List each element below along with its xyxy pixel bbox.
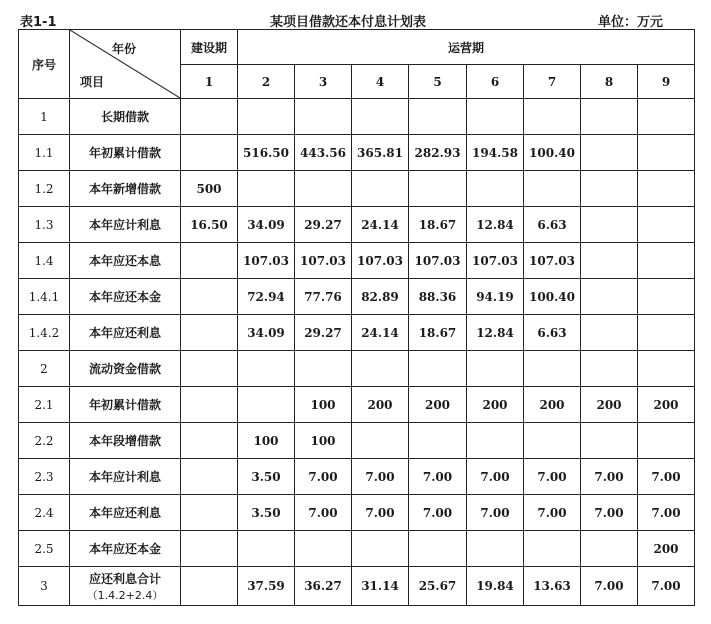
- operation-period-header: 运营期: [238, 30, 695, 65]
- cell-year-7: 200: [524, 387, 581, 423]
- cell-year-7: 6.63: [524, 207, 581, 243]
- cell-year-6: [467, 171, 524, 207]
- row-name: 年初累计借款: [70, 387, 181, 423]
- cell-year-3: [295, 99, 352, 135]
- row-name: 年初累计借款: [70, 135, 181, 171]
- table-row: [19, 207, 695, 243]
- cell-year-8: [581, 351, 638, 387]
- row-seq: 1.1: [19, 135, 70, 171]
- cell-year-8: [581, 315, 638, 351]
- cell-year-8: [581, 171, 638, 207]
- row-seq: 2.3: [19, 459, 70, 495]
- cell-year-7: [524, 423, 581, 459]
- cell-year-6: 12.84: [467, 315, 524, 351]
- row-name: 本年应还本息: [70, 243, 181, 279]
- row-seq: 2: [19, 351, 70, 387]
- cell-year-1: [181, 495, 238, 531]
- cell-year-3: 36.27: [295, 567, 352, 606]
- cell-year-3: 29.27: [295, 207, 352, 243]
- cell-year-8: 200: [581, 387, 638, 423]
- table-row: [19, 495, 695, 531]
- row-seq: 1.4: [19, 243, 70, 279]
- row-name: 本年应还利息: [70, 315, 181, 351]
- cell-year-2: [238, 99, 295, 135]
- cell-year-8: [581, 243, 638, 279]
- cell-year-2: 3.50: [238, 495, 295, 531]
- cell-year-6: [467, 531, 524, 567]
- cell-year-6: 194.58: [467, 135, 524, 171]
- cell-year-5: 7.00: [409, 459, 467, 495]
- cell-year-6: 7.00: [467, 495, 524, 531]
- cell-year-4: [352, 99, 409, 135]
- construction-period-header: 建设期: [181, 30, 238, 65]
- cell-year-5: [409, 171, 467, 207]
- cell-year-4: 7.00: [352, 459, 409, 495]
- cell-year-2: 34.09: [238, 315, 295, 351]
- diagonal-header-cell: [70, 30, 181, 99]
- item-header: 项目: [80, 75, 105, 89]
- cell-year-9: 7.00: [638, 567, 695, 606]
- cell-year-1: [181, 135, 238, 171]
- cell-year-5: 7.00: [409, 495, 467, 531]
- row-seq: 1.4.2: [19, 315, 70, 351]
- cell-year-4: 24.14: [352, 207, 409, 243]
- table-body: [19, 99, 695, 606]
- cropped-header-line: [0, 0, 711, 8]
- table-row-total-interest: [19, 567, 695, 606]
- cell-year-2: 3.50: [238, 459, 295, 495]
- cell-year-8: 7.00: [581, 567, 638, 606]
- row-name: 本年应计利息: [70, 207, 181, 243]
- cell-year-7: 7.00: [524, 495, 581, 531]
- cell-year-4: 24.14: [352, 315, 409, 351]
- cell-year-7: 6.63: [524, 315, 581, 351]
- cell-year-1: [181, 459, 238, 495]
- cell-year-7: 7.00: [524, 459, 581, 495]
- cell-year-9: [638, 207, 695, 243]
- cell-year-5: 282.93: [409, 135, 467, 171]
- table-row: [19, 531, 695, 567]
- cell-year-2: 34.09: [238, 207, 295, 243]
- table-row: [19, 351, 695, 387]
- row-name: 本年应计利息: [70, 459, 181, 495]
- row-name-formula: （1.4.2+2.4）: [86, 588, 164, 602]
- cell-year-6: 12.84: [467, 207, 524, 243]
- cell-year-4: [352, 531, 409, 567]
- seq-header: 序号: [19, 30, 70, 99]
- year-col-8: 8: [581, 65, 638, 99]
- cell-year-8: 7.00: [581, 459, 638, 495]
- cell-year-7: [524, 351, 581, 387]
- cell-year-6: [467, 423, 524, 459]
- row-seq: 1: [19, 99, 70, 135]
- year-col-1: 1: [181, 65, 238, 99]
- row-seq: 3: [19, 567, 70, 606]
- cell-year-5: 107.03: [409, 243, 467, 279]
- table-row: [19, 171, 695, 207]
- cell-year-7: [524, 171, 581, 207]
- cell-year-1: [181, 243, 238, 279]
- repayment-schedule-table: [18, 29, 695, 606]
- cell-year-5: [409, 99, 467, 135]
- cell-year-7: 107.03: [524, 243, 581, 279]
- cell-year-3: 100: [295, 423, 352, 459]
- cell-year-9: [638, 279, 695, 315]
- cell-year-8: [581, 423, 638, 459]
- unit-label: 单位：万元: [598, 15, 664, 30]
- cell-year-4: 82.89: [352, 279, 409, 315]
- cell-year-6: [467, 351, 524, 387]
- cell-year-2: 107.03: [238, 243, 295, 279]
- row-name: 本年应还本金: [70, 531, 181, 567]
- row-seq: 1.2: [19, 171, 70, 207]
- cell-year-2: [238, 171, 295, 207]
- cell-year-3: 107.03: [295, 243, 352, 279]
- cell-year-1: [181, 315, 238, 351]
- cell-year-9: [638, 171, 695, 207]
- cell-year-9: 7.00: [638, 495, 695, 531]
- year-header: 年份: [111, 42, 136, 56]
- cell-year-2: 37.59: [238, 567, 295, 606]
- cell-year-6: 7.00: [467, 459, 524, 495]
- cell-year-9: [638, 243, 695, 279]
- cell-year-9: [638, 135, 695, 171]
- cell-year-9: [638, 351, 695, 387]
- row-name-main: 应还利息合计: [88, 571, 161, 586]
- table-caption: [0, 9, 711, 29]
- cell-year-8: [581, 531, 638, 567]
- cell-year-5: 200: [409, 387, 467, 423]
- cell-year-5: 88.36: [409, 279, 467, 315]
- cell-year-5: 25.67: [409, 567, 467, 606]
- cell-year-1: [181, 567, 238, 606]
- cell-year-2: [238, 387, 295, 423]
- cell-year-1: [181, 99, 238, 135]
- year-col-5: 5: [409, 65, 467, 99]
- table-row: [19, 99, 695, 135]
- cell-year-4: [352, 171, 409, 207]
- cell-year-3: 29.27: [295, 315, 352, 351]
- cell-year-8: [581, 279, 638, 315]
- cell-year-5: 18.67: [409, 315, 467, 351]
- cell-year-6: 19.84: [467, 567, 524, 606]
- year-col-3: 3: [295, 65, 352, 99]
- row-name: 本年新增借款: [70, 171, 181, 207]
- cell-year-4: 200: [352, 387, 409, 423]
- cell-year-2: 100: [238, 423, 295, 459]
- cell-year-3: 443.56: [295, 135, 352, 171]
- table-number: 表1-1: [20, 15, 57, 30]
- cell-year-3: 77.76: [295, 279, 352, 315]
- cell-year-2: [238, 531, 295, 567]
- cell-year-3: [295, 531, 352, 567]
- cell-year-2: [238, 351, 295, 387]
- row-name: 长期借款: [70, 99, 181, 135]
- table-row: [19, 135, 695, 171]
- cell-year-1: [181, 387, 238, 423]
- cell-year-5: 18.67: [409, 207, 467, 243]
- cell-year-6: [467, 99, 524, 135]
- cell-year-6: 94.19: [467, 279, 524, 315]
- cell-year-4: [352, 423, 409, 459]
- cell-year-7: 13.63: [524, 567, 581, 606]
- cell-year-1: [181, 531, 238, 567]
- row-name: 本年应还利息: [70, 495, 181, 531]
- cell-year-6: 200: [467, 387, 524, 423]
- table-row: [19, 459, 695, 495]
- cell-year-1: [181, 423, 238, 459]
- year-col-2: 2: [238, 65, 295, 99]
- cell-year-7: 100.40: [524, 135, 581, 171]
- table-row: [19, 243, 695, 279]
- cell-year-3: 7.00: [295, 459, 352, 495]
- year-col-4: 4: [352, 65, 409, 99]
- cell-year-1: [181, 279, 238, 315]
- cell-year-9: 7.00: [638, 459, 695, 495]
- cell-year-7: 100.40: [524, 279, 581, 315]
- cell-year-1: 16.50: [181, 207, 238, 243]
- cell-year-4: 31.14: [352, 567, 409, 606]
- cell-year-8: [581, 99, 638, 135]
- cell-year-3: 100: [295, 387, 352, 423]
- table-row: [19, 315, 695, 351]
- cell-year-7: [524, 531, 581, 567]
- row-seq: 2.2: [19, 423, 70, 459]
- year-col-7: 7: [524, 65, 581, 99]
- row-seq: 1.4.1: [19, 279, 70, 315]
- row-name: 本年段增借款: [70, 423, 181, 459]
- cell-year-5: [409, 423, 467, 459]
- cell-year-9: 200: [638, 387, 695, 423]
- row-seq: 2.4: [19, 495, 70, 531]
- cell-year-4: 107.03: [352, 243, 409, 279]
- table-title: 某项目借款还本付息计划表: [270, 15, 427, 30]
- cell-year-9: [638, 315, 695, 351]
- cell-year-1: 500: [181, 171, 238, 207]
- cell-year-5: [409, 531, 467, 567]
- cell-year-9: [638, 423, 695, 459]
- cell-year-1: [181, 351, 238, 387]
- cell-year-2: 516.50: [238, 135, 295, 171]
- table-row: [19, 279, 695, 315]
- table-row: [19, 423, 695, 459]
- cell-year-8: [581, 135, 638, 171]
- row-seq: 2.5: [19, 531, 70, 567]
- cell-year-6: 107.03: [467, 243, 524, 279]
- cell-year-3: 7.00: [295, 495, 352, 531]
- cell-year-8: 7.00: [581, 495, 638, 531]
- cell-year-2: 72.94: [238, 279, 295, 315]
- row-seq: 2.1: [19, 387, 70, 423]
- year-col-9: 9: [638, 65, 695, 99]
- row-name: [70, 567, 181, 606]
- row-name: 本年应还本金: [70, 279, 181, 315]
- row-seq: 1.3: [19, 207, 70, 243]
- year-col-6: 6: [467, 65, 524, 99]
- cell-year-3: [295, 171, 352, 207]
- cell-year-5: [409, 351, 467, 387]
- header-row-1: [19, 30, 695, 65]
- cell-year-9: [638, 99, 695, 135]
- cell-year-4: 7.00: [352, 495, 409, 531]
- cell-year-3: [295, 351, 352, 387]
- cell-year-4: [352, 351, 409, 387]
- table-row: [19, 387, 695, 423]
- cell-year-4: 365.81: [352, 135, 409, 171]
- cell-year-9: 200: [638, 531, 695, 567]
- row-name: 流动资金借款: [70, 351, 181, 387]
- cell-year-7: [524, 99, 581, 135]
- cell-year-8: [581, 207, 638, 243]
